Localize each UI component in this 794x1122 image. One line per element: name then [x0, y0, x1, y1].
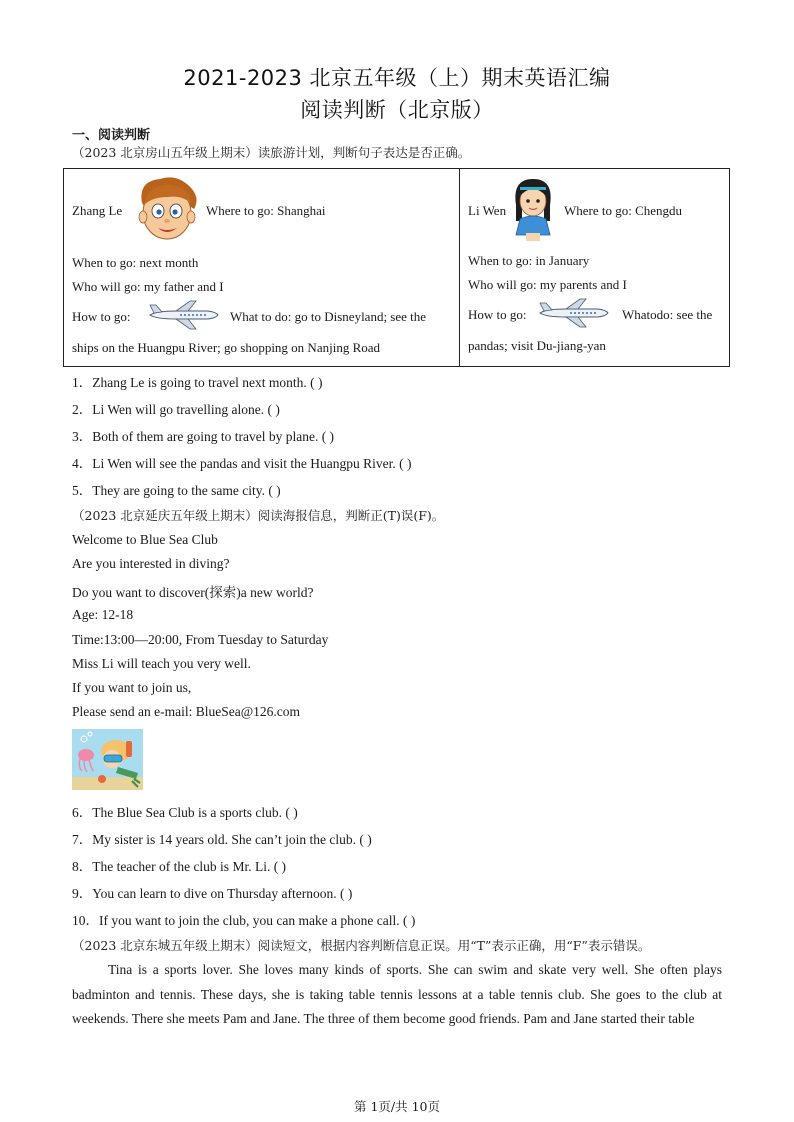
- question-item: 8．The teacher of the club is Mr. Li. ( ): [72, 859, 287, 874]
- travel-plan-table: [63, 168, 730, 367]
- li-wen-where: Where to go: Chengdu: [564, 203, 683, 218]
- li-wen-name: Li Wen: [468, 203, 507, 218]
- poster-line: If you want to join us,: [72, 680, 192, 695]
- li-wen-who: Who will go: my parents and I: [468, 277, 627, 292]
- table-divider: [459, 169, 460, 366]
- question-item: 4．Li Wen will see the pandas and visit the Huangpu River. ( ): [72, 456, 412, 471]
- li-wen-what-continued: pandas; visit Du-jiang-yan: [468, 338, 606, 353]
- zhang-le-how: How to go:: [72, 309, 131, 324]
- question-item: 6．The Blue Sea Club is a sports club. ( ): [72, 805, 298, 820]
- document-title-line-1: 2021-2023 北京五年级（上）期末英语汇编: [183, 66, 611, 90]
- section-heading: 一、阅读判断: [72, 128, 151, 143]
- question-item: 9．You can learn to dive on Thursday afternoon. ( ): [72, 886, 353, 901]
- diving-illustration: [72, 729, 143, 790]
- poster-line: Do you want to discover(探索)a new world?: [72, 585, 314, 600]
- zhang-le-who: Who will go: my father and I: [72, 279, 224, 294]
- li-wen-when: When to go: in January: [468, 253, 590, 268]
- reading-passage: Tina is a sports lover. She loves many kinds of sports. She can swim and skate very well. She often plays badminton and tennis. These days, she is taking table tennis lessons at a table tennis club. She goes to the club at weekends. There she meets Pam and Jane. The three of them become good friends. Pam and Jane started their table: [72, 962, 722, 1026]
- question-item: 2．Li Wen will go travelling alone. ( ): [72, 402, 280, 417]
- li-wen-how: How to go:: [468, 307, 527, 322]
- question-source-3: （2023 北京东城五年级上期末）阅读短文，根据内容判断信息正误。用“T”表示正确，用“F”表示错误。: [72, 938, 651, 953]
- page-footer: 第 1页/共 10页: [353, 1099, 441, 1114]
- question-item: 5．They are going to the same city. ( ): [72, 483, 281, 498]
- boy-avatar-icon: [134, 175, 200, 247]
- question-item: 7．My sister is 14 years old. She can’t join the club. ( ): [72, 832, 372, 847]
- airplane-icon: [536, 297, 610, 329]
- question-source-2: （2023 北京延庆五年级上期末）阅读海报信息，判断正(T)误(F)。: [72, 508, 445, 523]
- poster-line: Time:13:00—20:00, From Tuesday to Saturday: [72, 632, 329, 647]
- poster-line: Welcome to Blue Sea Club: [72, 532, 218, 547]
- question-source-1: （2023 北京房山五年级上期末）读旅游计划，判断句子表达是否正确。: [72, 145, 471, 160]
- poster-line: Are you interested in diving?: [72, 556, 230, 571]
- zhang-le-where: Where to go: Shanghai: [206, 203, 326, 218]
- girl-avatar-icon: [510, 175, 556, 243]
- zhang-le-what-continued: ships on the Huangpu River; go shopping on Nanjing Road: [72, 340, 381, 355]
- question-item: 10．If you want to join the club, you can make a phone call. ( ): [72, 913, 416, 928]
- question-item: 3．Both of them are going to travel by plane. ( ): [72, 429, 335, 444]
- zhang-le-name: Zhang Le: [72, 203, 123, 218]
- document-title-line-2: 阅读判断（北京版）: [300, 98, 494, 122]
- li-wen-what: Whatodo: see the: [622, 307, 713, 322]
- poster-line: Miss Li will teach you very well.: [72, 656, 251, 671]
- zhang-le-what: What to do: go to Disneyland; see the: [230, 309, 427, 324]
- question-item: 1．Zhang Le is going to travel next month. ( ): [72, 375, 323, 390]
- airplane-icon: [146, 299, 220, 331]
- poster-line: Age: 12-18: [72, 607, 134, 622]
- zhang-le-when: When to go: next month: [72, 255, 199, 270]
- poster-line: Please send an e-mail: BlueSea@126.com: [72, 704, 300, 719]
